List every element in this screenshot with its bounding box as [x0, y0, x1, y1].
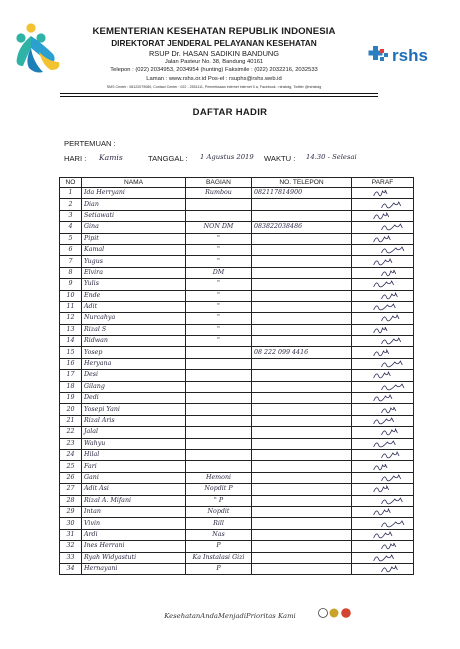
row-name: Hernayani: [82, 563, 186, 574]
row-signature: [352, 256, 414, 267]
row-name: Elvira: [82, 267, 186, 278]
row-number: 28: [60, 495, 82, 506]
row-signature: [352, 563, 414, 574]
row-number: 33: [60, 552, 82, 563]
row-name: Dedi: [82, 393, 186, 404]
hospital-phone: Telepon : (022) 2034953, 2034954 (hunting) Faksimile : (022) 2032216, 2032533: [110, 67, 318, 73]
row-name: Rizal Aris: [82, 415, 186, 426]
row-department: ": [186, 301, 252, 312]
signature-scribble-icon: [352, 519, 413, 529]
row-number: 13: [60, 324, 82, 335]
signature-scribble-icon: [352, 541, 413, 551]
row-number: 4: [60, 222, 82, 233]
row-number: 3: [60, 210, 82, 221]
signature-scribble-icon: [352, 359, 413, 369]
row-phone: [252, 529, 352, 540]
row-signature: [352, 415, 414, 426]
time-label: WAKTU :: [264, 154, 296, 163]
row-department: ": [186, 313, 252, 324]
row-number: 18: [60, 381, 82, 392]
row-name: Ardi: [82, 529, 186, 540]
row-signature: [352, 404, 414, 415]
row-name: Nurcahya: [82, 313, 186, 324]
row-signature: [352, 506, 414, 517]
table-row: [60, 210, 414, 221]
row-name: Gilang: [82, 381, 186, 392]
row-number: 19: [60, 393, 82, 404]
row-department: ": [186, 290, 252, 301]
row-department: ": [186, 279, 252, 290]
row-name: Fari: [82, 461, 186, 472]
row-name: Gina: [82, 222, 186, 233]
row-phone: [252, 495, 352, 506]
row-phone: [252, 313, 352, 324]
meeting-label: PERTEMUAN :: [64, 139, 116, 148]
row-department: DM: [186, 267, 252, 278]
day-value: Kamis: [99, 153, 123, 162]
row-signature: [352, 290, 414, 301]
row-number: 11: [60, 301, 82, 312]
row-department: [186, 393, 252, 404]
row-signature: [352, 370, 414, 381]
table-row: [60, 563, 414, 574]
signature-scribble-icon: [352, 268, 413, 278]
row-phone: [252, 301, 352, 312]
signature-scribble-icon: [352, 530, 413, 540]
row-department: ": [186, 244, 252, 255]
table-row: [60, 244, 414, 255]
signature-scribble-icon: [352, 416, 413, 426]
row-department: NON DM: [186, 222, 252, 233]
row-name: Ende: [82, 290, 186, 301]
signature-scribble-icon: [352, 279, 413, 289]
row-number: 5: [60, 233, 82, 244]
day-label: HARI :: [64, 154, 87, 163]
row-phone: [252, 415, 352, 426]
row-number: 22: [60, 427, 82, 438]
row-department: Rill: [186, 518, 252, 529]
signature-scribble-icon: [352, 348, 413, 358]
row-phone: [252, 370, 352, 381]
table-row: [60, 370, 414, 381]
signature-scribble-icon: [352, 439, 413, 449]
row-phone: [252, 472, 352, 483]
ministry-name: KEMENTERIAN KESEHATAN REPUBLIK INDONESIA: [92, 26, 336, 37]
row-signature: [352, 472, 414, 483]
table-row: [60, 472, 414, 483]
row-signature: [352, 449, 414, 460]
signature-scribble-icon: [352, 245, 413, 255]
table-row: [60, 347, 414, 358]
signature-scribble-icon: [352, 302, 413, 312]
row-phone: [252, 324, 352, 335]
page-title: DAFTAR HADIR: [192, 107, 268, 118]
letterhead-rule: [60, 93, 378, 94]
row-department: [186, 449, 252, 460]
table-row: [60, 461, 414, 472]
row-name: Yosep: [82, 347, 186, 358]
row-phone: [252, 506, 352, 517]
signature-scribble-icon: [352, 393, 413, 403]
row-phone: [252, 210, 352, 221]
row-phone: 082117814900: [252, 188, 352, 199]
row-name: Yugus: [82, 256, 186, 267]
letterhead-rule-thin: [60, 96, 378, 97]
row-signature: [352, 358, 414, 369]
row-number: 1: [60, 188, 82, 199]
row-department: ": [186, 336, 252, 347]
signature-scribble-icon: [352, 450, 413, 460]
row-name: Pipit: [82, 233, 186, 244]
row-phone: [252, 381, 352, 392]
row-number: 17: [60, 370, 82, 381]
row-signature: [352, 267, 414, 278]
table-row: [60, 518, 414, 529]
row-phone: [252, 563, 352, 574]
row-name: Vivin: [82, 518, 186, 529]
row-name: Jalal: [82, 427, 186, 438]
table-row: [60, 449, 414, 460]
signature-scribble-icon: [352, 462, 413, 472]
row-number: 21: [60, 415, 82, 426]
row-name: Adit: [82, 301, 186, 312]
row-signature: [352, 552, 414, 563]
row-phone: 08 222 099 4416: [252, 347, 352, 358]
row-department: [186, 438, 252, 449]
row-name: Ryah Widyastuti: [82, 552, 186, 563]
row-name: Wahyu: [82, 438, 186, 449]
row-signature: [352, 381, 414, 392]
row-phone: [252, 484, 352, 495]
signature-scribble-icon: [352, 291, 413, 301]
row-signature: [352, 438, 414, 449]
table-row: [60, 438, 414, 449]
row-signature: [352, 188, 414, 199]
row-department: P: [186, 541, 252, 552]
row-phone: [252, 336, 352, 347]
signature-scribble-icon: [352, 564, 413, 574]
table-row: [60, 324, 414, 335]
rshs-logo-icon: [368, 44, 442, 66]
row-phone: [252, 438, 352, 449]
row-phone: [252, 279, 352, 290]
row-number: 6: [60, 244, 82, 255]
signature-scribble-icon: [352, 496, 413, 506]
row-name: Dian: [82, 199, 186, 210]
row-number: 23: [60, 438, 82, 449]
row-phone: [252, 256, 352, 267]
row-phone: [252, 199, 352, 210]
footer-slogan: KesehatanAndaMenjadiPrioritas Kami: [164, 612, 296, 620]
row-department: [186, 370, 252, 381]
row-signature: [352, 222, 414, 233]
row-name: Intan: [82, 506, 186, 517]
row-name: Heryana: [82, 358, 186, 369]
signature-scribble-icon: [352, 325, 413, 335]
table-header-row: [60, 178, 414, 188]
row-phone: [252, 290, 352, 301]
row-signature: [352, 541, 414, 552]
row-name: Yulis: [82, 279, 186, 290]
row-name: Ida Herryani: [82, 188, 186, 199]
table-row: [60, 529, 414, 540]
table-row: [60, 199, 414, 210]
row-name: Ridwan: [82, 336, 186, 347]
row-signature: [352, 313, 414, 324]
row-department: [186, 415, 252, 426]
row-number: 9: [60, 279, 82, 290]
table-row: [60, 393, 414, 404]
table-row: [60, 233, 414, 244]
row-phone: [252, 461, 352, 472]
header-department: BAGIAN: [186, 178, 252, 188]
row-number: 16: [60, 358, 82, 369]
signature-scribble-icon: [352, 313, 413, 323]
row-phone: [252, 267, 352, 278]
row-signature: [352, 495, 414, 506]
hospital-name: RSUP Dr. HASAN SADIKIN BANDUNG: [148, 49, 280, 58]
row-signature: [352, 484, 414, 495]
row-department: [186, 347, 252, 358]
row-signature: [352, 233, 414, 244]
header-no: NO: [60, 178, 82, 188]
row-department: Nopdit P: [186, 484, 252, 495]
signature-scribble-icon: [352, 188, 413, 198]
row-name: Adit Asi: [82, 484, 186, 495]
row-signature: [352, 324, 414, 335]
row-phone: [252, 541, 352, 552]
table-row: [60, 541, 414, 552]
signature-scribble-icon: [352, 507, 413, 517]
row-department: Rumbou: [186, 188, 252, 199]
row-number: 30: [60, 518, 82, 529]
row-signature: [352, 244, 414, 255]
row-signature: [352, 427, 414, 438]
signature-scribble-icon: [352, 211, 413, 221]
row-department: [186, 358, 252, 369]
row-number: 27: [60, 484, 82, 495]
row-number: 2: [60, 199, 82, 210]
row-signature: [352, 393, 414, 404]
row-number: 34: [60, 563, 82, 574]
row-department: [186, 461, 252, 472]
signature-scribble-icon: [352, 336, 413, 346]
row-name: Hilal: [82, 449, 186, 460]
row-department: [186, 199, 252, 210]
row-number: 7: [60, 256, 82, 267]
row-signature: [352, 279, 414, 290]
row-department: " P: [186, 495, 252, 506]
row-phone: [252, 393, 352, 404]
table-row: [60, 188, 414, 199]
signature-scribble-icon: [352, 200, 413, 210]
table-row: [60, 222, 414, 233]
row-name: Ines Herrani: [82, 541, 186, 552]
row-number: 10: [60, 290, 82, 301]
table-row: [60, 301, 414, 312]
table-row: [60, 358, 414, 369]
row-department: Hemoni: [186, 472, 252, 483]
row-signature: [352, 210, 414, 221]
row-number: 14: [60, 336, 82, 347]
header-name: NAMA: [82, 178, 186, 188]
row-number: 29: [60, 506, 82, 517]
table-row: [60, 267, 414, 278]
row-department: [186, 381, 252, 392]
hospital-website: Laman : www.rshs.or.id Pos-el : rsuphs@rshs.web.id: [146, 76, 282, 82]
hospital-sms: SMS Center : 08122079080, Contact Center : 022 - 2551111, Pemeriksaan internet internet 0 a, Facebook : rshsbdg, Twitter @rshsbdg: [106, 85, 322, 89]
row-department: Nopdit: [186, 506, 252, 517]
date-label: TANGGAL :: [148, 154, 188, 163]
signature-scribble-icon: [352, 484, 413, 494]
row-phone: 083822038486: [252, 222, 352, 233]
table-row: [60, 313, 414, 324]
row-number: 20: [60, 404, 82, 415]
signature-scribble-icon: [352, 370, 413, 380]
row-name: Rizal S: [82, 324, 186, 335]
row-number: 31: [60, 529, 82, 540]
row-department: [186, 427, 252, 438]
row-department: Ka Instalasi Gizi: [186, 552, 252, 563]
row-phone: [252, 427, 352, 438]
row-name: Gani: [82, 472, 186, 483]
row-phone: [252, 552, 352, 563]
hospital-address: Jalan Pasteur No. 38, Bandung 40161: [164, 59, 264, 65]
row-signature: [352, 301, 414, 312]
row-department: P: [186, 563, 252, 574]
row-department: [186, 210, 252, 221]
signature-scribble-icon: [352, 257, 413, 267]
row-phone: [252, 358, 352, 369]
row-signature: [352, 199, 414, 210]
time-value: 14.30 - Selesai: [306, 153, 357, 161]
row-phone: [252, 449, 352, 460]
row-signature: [352, 461, 414, 472]
signature-scribble-icon: [352, 222, 413, 232]
table-row: [60, 381, 414, 392]
row-name: Kamal: [82, 244, 186, 255]
row-phone: [252, 518, 352, 529]
table-row: [60, 427, 414, 438]
signature-scribble-icon: [352, 473, 413, 483]
directorate-name: DIREKTORAT JENDERAL PELAYANAN KESEHATAN: [111, 38, 317, 48]
row-signature: [352, 518, 414, 529]
row-name: Rizal A. Mifani: [82, 495, 186, 506]
row-name: Yosepi Yani: [82, 404, 186, 415]
rshs-logo-text: rshs: [392, 46, 428, 65]
attendance-table: [59, 177, 414, 575]
row-name: Setiawati: [82, 210, 186, 221]
header-signature: PARAF: [352, 178, 414, 188]
row-number: 25: [60, 461, 82, 472]
row-department: ": [186, 233, 252, 244]
signature-scribble-icon: [352, 382, 413, 392]
table-row: [60, 495, 414, 506]
row-signature: [352, 529, 414, 540]
row-number: 12: [60, 313, 82, 324]
row-phone: [252, 233, 352, 244]
signature-scribble-icon: [352, 427, 413, 437]
signature-scribble-icon: [352, 553, 413, 563]
signature-scribble-icon: [352, 405, 413, 415]
table-row: [60, 336, 414, 347]
table-row: [60, 506, 414, 517]
row-number: 26: [60, 472, 82, 483]
row-department: [186, 404, 252, 415]
header-phone: NO. TELEPON: [252, 178, 352, 188]
table-row: [60, 415, 414, 426]
row-phone: [252, 244, 352, 255]
table-row: [60, 484, 414, 495]
row-number: 32: [60, 541, 82, 552]
row-number: 8: [60, 267, 82, 278]
table-row: [60, 552, 414, 563]
date-value: 1 Agustus 2019: [200, 153, 254, 161]
row-department: Nas: [186, 529, 252, 540]
row-number: 24: [60, 449, 82, 460]
row-signature: [352, 336, 414, 347]
table-row: [60, 404, 414, 415]
table-row: [60, 290, 414, 301]
footer-logos-icon: [318, 606, 352, 620]
ministry-logo-icon: [13, 22, 65, 76]
row-department: ": [186, 324, 252, 335]
row-phone: [252, 404, 352, 415]
signature-scribble-icon: [352, 234, 413, 244]
table-row: [60, 279, 414, 290]
table-row: [60, 256, 414, 267]
row-department: ": [186, 256, 252, 267]
row-signature: [352, 347, 414, 358]
row-number: 15: [60, 347, 82, 358]
row-name: Desi: [82, 370, 186, 381]
